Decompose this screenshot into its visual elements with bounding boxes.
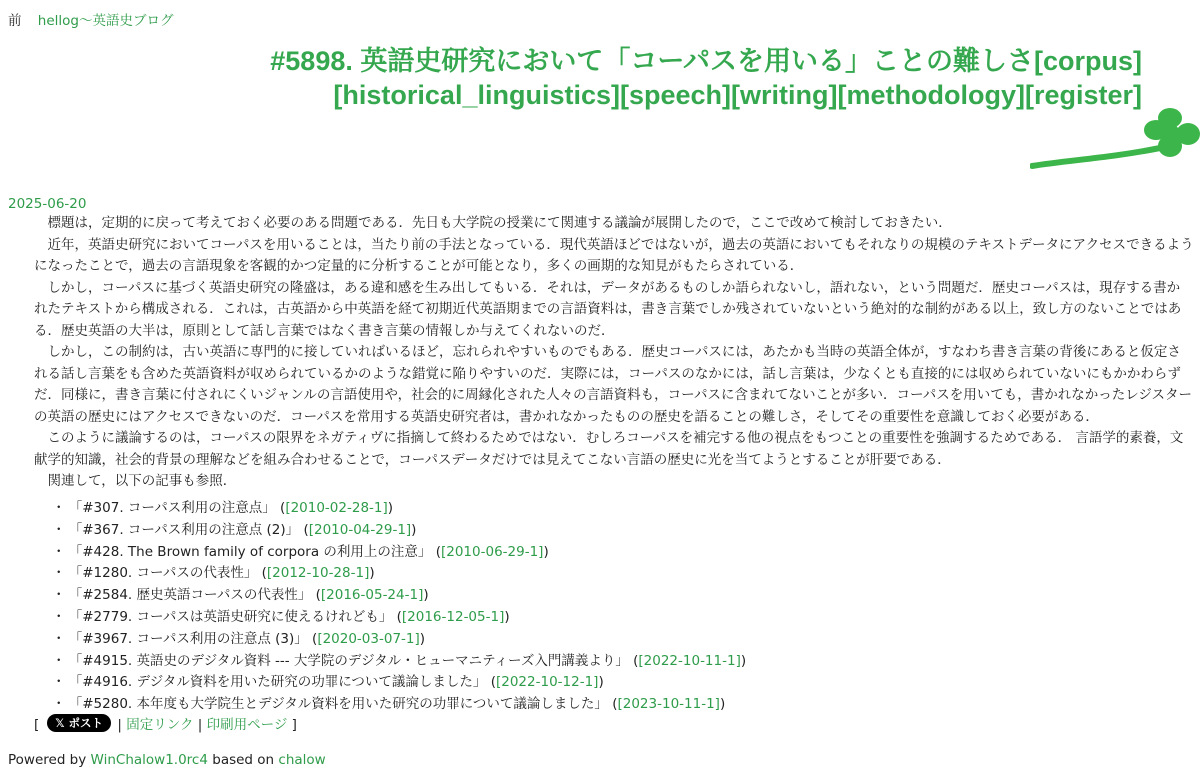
bullet-icon: ・: [52, 587, 66, 604]
body-line: しかし，コーパスに基づく英語史研究の隆盛は，ある違和感を生み出してもいる．それは，データがあるものしか語られないし，語れない，という問題だ．歴史コーパスは，現存する書か: [34, 279, 1181, 296]
related-date-link[interactable]: [2010-06-29-1]: [440, 543, 544, 560]
related-date-link[interactable]: [2022-10-12-1]: [495, 674, 599, 691]
footer: [8, 752, 326, 768]
body-line: になったことで，過去の言語現象を客観的かつ定量的に分析することが可能となり，多くの画期的な知見がもたらされている．: [34, 258, 804, 274]
article-title: #5898. 英語史研究において「コーパスを用いる」ことの難しさ[corpus][historical_linguistics][speech][writing][methodology][register]: [270, 46, 1142, 110]
body-line: れる話し言葉をも含めた英語資料が収められているかのような錯覚に陥りやすいのだ．実際には，コーパスのなかには，話し言葉は，少なくとも直接的には収められていないにもかかわらず: [34, 365, 1181, 382]
body-line: れたテキストから構成される．これは，古英語から中英語を経て初期近代英語期までの言語資料は，書き言葉でしか残されていないという絶対的な制約がある以上，致し方のないことではあ: [34, 301, 1182, 317]
prev-link[interactable]: 前: [8, 13, 22, 29]
list-item: ・ 「#4916. デジタル資料を用いた研究の功罪について議論しました」 ([2022-10-12-1]): [52, 674, 604, 691]
list-item: ・ 「#2779. コーパスは英語史研究に使えるけれども」 ([2016-12-05-1]): [52, 608, 510, 625]
list-item: ・ 「#2584. 歴史英語コーパスの代表性」 ([2016-05-24-1]): [52, 587, 429, 604]
separator: |: [117, 717, 122, 733]
permalink-link[interactable]: 固定リンク: [126, 717, 194, 733]
related-title: 「#4915. 英語史のデジタル資料 --- 大学院のデジタル・ヒューマニティーズ入門講義より」: [75, 652, 629, 669]
bullet-icon: ・: [52, 674, 66, 691]
related-title: 「#428. The Brown family of corpora の利用上の注意」: [75, 543, 432, 560]
related-title: 「#1280. コーパスの代表性」: [75, 565, 258, 582]
list-item: ・ 「#367. コーパス利用の注意点 (2)」 ([2010-04-29-1]): [52, 521, 417, 538]
related-date-link[interactable]: [2012-10-28-1]: [266, 565, 370, 582]
list-item: ・ 「#5280. 本年度も大学院生とデジタル資料を用いた研究の功罪について議論しました」 ([2023-10-11-1]): [52, 696, 726, 713]
article-body: [34, 213, 1200, 493]
bullet-icon: ・: [52, 565, 66, 582]
list-item: ・ 「#4915. 英語史のデジタル資料 --- 大学院のデジタル・ヒューマニティーズ入門講義より」 ([2022-10-11-1]): [52, 652, 747, 669]
related-title: 「#3967. コーパス利用の注意点 (3)」: [75, 630, 308, 647]
bullet-icon: ・: [52, 608, 66, 625]
related-title: 「#4916. デジタル資料を用いた研究の功罪について議論しました」: [75, 674, 487, 691]
print-page-link[interactable]: 印刷用ページ: [206, 717, 288, 733]
related-date-link[interactable]: [2020-03-07-1]: [317, 630, 420, 647]
body-line: る．歴史英語の大半は，原則として話し言葉ではなく書き言葉の情報しか与えてくれないのだ．: [34, 322, 615, 339]
open-bracket: [: [34, 717, 40, 733]
article-date[interactable]: 2025-06-20: [8, 196, 87, 212]
related-date-link[interactable]: [2016-12-05-1]: [401, 608, 505, 625]
bullet-icon: ・: [52, 630, 66, 647]
body-line: 関連して，以下の記事も参照．: [34, 473, 237, 489]
body-line: このように議論するのは，コーパスの限界をネガティヴに指摘して終わるためではない．むしろコーパスを補完する他の視点をもつことの重要性を強調するためである． 言語学的素養，文: [34, 430, 1184, 446]
clover-logo-icon: [1030, 108, 1200, 178]
powered-by-label: Powered by: [8, 752, 87, 768]
list-item: ・ 「#3967. コーパス利用の注意点 (3)」 ([2020-03-07-1]): [52, 630, 426, 647]
bullet-icon: ・: [52, 543, 66, 560]
related-date-link[interactable]: [2010-04-29-1]: [308, 521, 412, 538]
share-bar: [34, 713, 297, 733]
body-line: の英語の歴史にはアクセスできないのだ．コーパスを常用する英語史研究者は，書かれなかったものの歴史を語ることの難しさ，そしてその重要性を意識しておく必要がある．: [34, 408, 1099, 425]
body-line: 標題は，定期的に戻って考えておく必要のある問題である．先日も大学院の授業にて関連する議論が展開したので，ここで改めて検討しておきたい．: [34, 215, 952, 231]
list-item: ・ 「#428. The Brown family of corpora の利用上の注意」 ([2010-06-29-1]): [52, 543, 549, 560]
related-date-link[interactable]: [2022-10-11-1]: [638, 652, 741, 669]
related-date-link[interactable]: [2010-02-28-1]: [285, 500, 388, 516]
related-date-link[interactable]: [2023-10-11-1]: [617, 696, 720, 713]
blog-title-link[interactable]: hellog～英語史ブログ: [37, 13, 174, 29]
bullet-icon: ・: [52, 696, 66, 713]
winchalow-link[interactable]: WinChalow1.0rc4: [90, 752, 208, 768]
bullet-icon: ・: [52, 500, 66, 516]
related-title: 「#2779. コーパスは英語史研究に使えるけれども」: [75, 608, 393, 625]
body-line: 近年，英語史研究においてコーパスを用いることは，当たり前の手法となっている．現代英語ほどではないが，過去の英語においてもそれなりの規模のテキストデータにアクセスできるよう: [34, 236, 1194, 253]
bullet-icon: ・: [52, 521, 66, 538]
body-line: しかし，この制約は，古い英語に専門的に接していればいるほど，忘れられやすいものでもある．歴史コーパスには，あたかも当時の英語全体が，すなわち書き言葉の背後にあると仮定さ: [34, 344, 1181, 360]
list-item: ・ 「#307. コーパス利用の注意点」 ([2010-02-28-1]): [52, 500, 394, 516]
based-on-label: based on: [212, 752, 275, 768]
top-nav: [8, 9, 174, 29]
related-date-link[interactable]: [2016-05-24-1]: [320, 587, 424, 604]
bullet-icon: ・: [52, 652, 66, 669]
body-line: 献学的知識，社会的背景の理解などを組み合わせることで，コーパスデータだけでは見えてこない言語の歴史に光を当てようとすることが肝要である．: [34, 451, 951, 468]
list-item: ・ 「#1280. コーパスの代表性」 ([2012-10-28-1]): [52, 565, 375, 582]
chalow-link[interactable]: chalow: [278, 752, 326, 768]
close-bracket: ]: [291, 717, 297, 733]
related-articles-list: [52, 498, 746, 716]
x-post-button[interactable]: 𝕏 ポスト: [47, 714, 111, 732]
related-title: 「#5280. 本年度も大学院生とデジタル資料を用いた研究の功罪について議論しました」: [75, 696, 608, 713]
separator: |: [197, 717, 203, 733]
related-title: 「#307. コーパス利用の注意点」: [75, 500, 276, 516]
body-line: だ．同様に，書き言葉に付されにくいジャンルの言語使用や，社会的に周縁化された人々の言語資料も，コーパスに含まれてないことが多い．コーパスを用いても，書かれなかったレジスター: [34, 387, 1193, 403]
related-title: 「#2584. 歴史英語コーパスの代表性」: [75, 587, 312, 604]
related-title: 「#367. コーパス利用の注意点 (2)」: [75, 521, 300, 538]
